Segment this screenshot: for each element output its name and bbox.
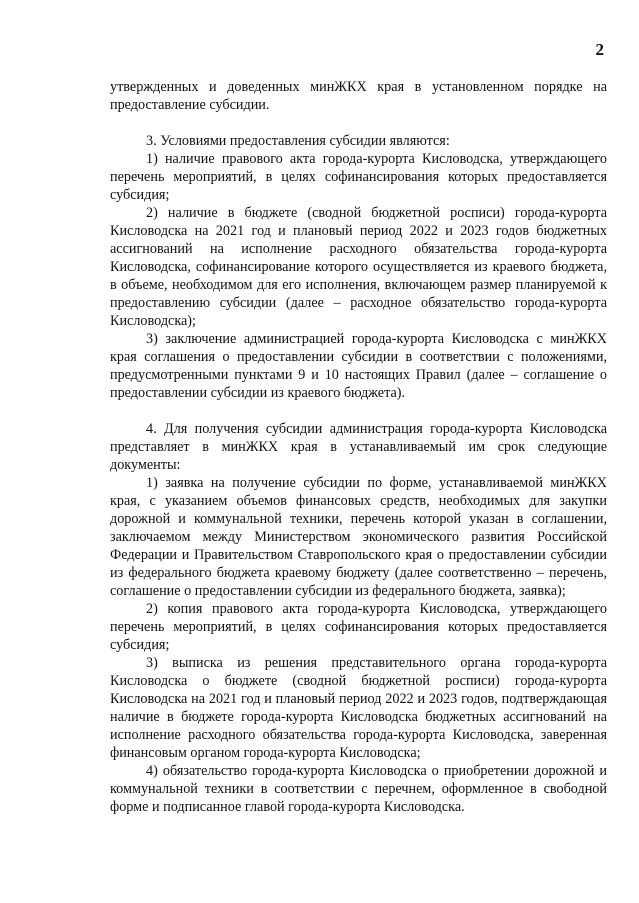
section-4-item-3: 3) выписка из решения представительного органа города-курорта Кисловодска о бюджете (сводной бюджетной росписи) города-курорта Кисловодска на 2021 год и плановый период 2022 и 2023 годов, подтверждающая наличие в бюджете города-курорта Кисловодска бюджетных ассигнований на исполнение расходного обязательства города-курорта Кисловодска, заверенная финансовым органом города-курорта Кисловодска; bbox=[110, 655, 607, 761]
section-4-heading: 4. Для получения субсидии администрация города-курорта Кисловодска представляет в минЖКХ края в устанавливаемый им срок следующие документы: bbox=[110, 421, 607, 473]
document-body bbox=[110, 78, 607, 816]
section-3-heading: 3. Условиями предоставления субсидии являются: bbox=[146, 133, 450, 149]
section-4-item-1: 1) заявка на получение субсидии по форме, устанавливаемой минЖКХ края, с указанием объемов финансовых средств, необходимых для закупки дорожной и коммунальной техники, перечень которой указан в соглашении, заключаемом между Министерством экономического развития Российской Федерации и Правительством Ставропольского края о предоставлении субсидии из федерального бюджета краевому бюджету (далее соответственно – перечень, соглашение о предоставлении субсидии из федерального бюджета, заявка); bbox=[110, 475, 607, 599]
section-3-item-3: 3) заключение администрацией города-курорта Кисловодска с минЖКХ края соглашения о предоставлении субсидии в соответствии с положениями, предусмотренными пунктами 9 и 10 настоящих Правил (далее – соглашение о предоставлении субсидии из краевого бюджета). bbox=[110, 331, 607, 401]
page-number: 2 bbox=[595, 40, 604, 59]
paragraph-intro-continuation: утвержденных и доведенных минЖКХ края в установленном порядке на предоставление субсидии. bbox=[110, 79, 607, 113]
section-4-item-4: 4) обязательство города-курорта Кисловодска о приобретении дорожной и коммунальной техники в соответствии с перечнем, оформленное в свободной форме и подписанное главой города-курорта Кисловодска. bbox=[110, 763, 607, 815]
section-3-item-2: 2) наличие в бюджете (сводной бюджетной росписи) города-курорта Кисловодска на 2021 год и плановый период 2022 и 2023 годов бюджетных ассигнований на исполнение расходного обязательства города-курорта Кисловодска, софинансирование которого осуществляется из краевого бюджета, в объеме, необходимом для его исполнения, включающем размер планируемой к предоставлению субсидии (далее – расходное обязательство города-курорта Кисловодска); bbox=[110, 205, 607, 329]
section-3-item-1: 1) наличие правового акта города-курорта Кисловодска, утверждающего перечень мероприятий, в целях софинансирования которых предоставляется субсидия; bbox=[110, 151, 607, 203]
section-4-item-2: 2) копия правового акта города-курорта Кисловодска, утверждающего перечень мероприятий, в целях софинансирования которых предоставляется субсидия; bbox=[110, 601, 607, 653]
